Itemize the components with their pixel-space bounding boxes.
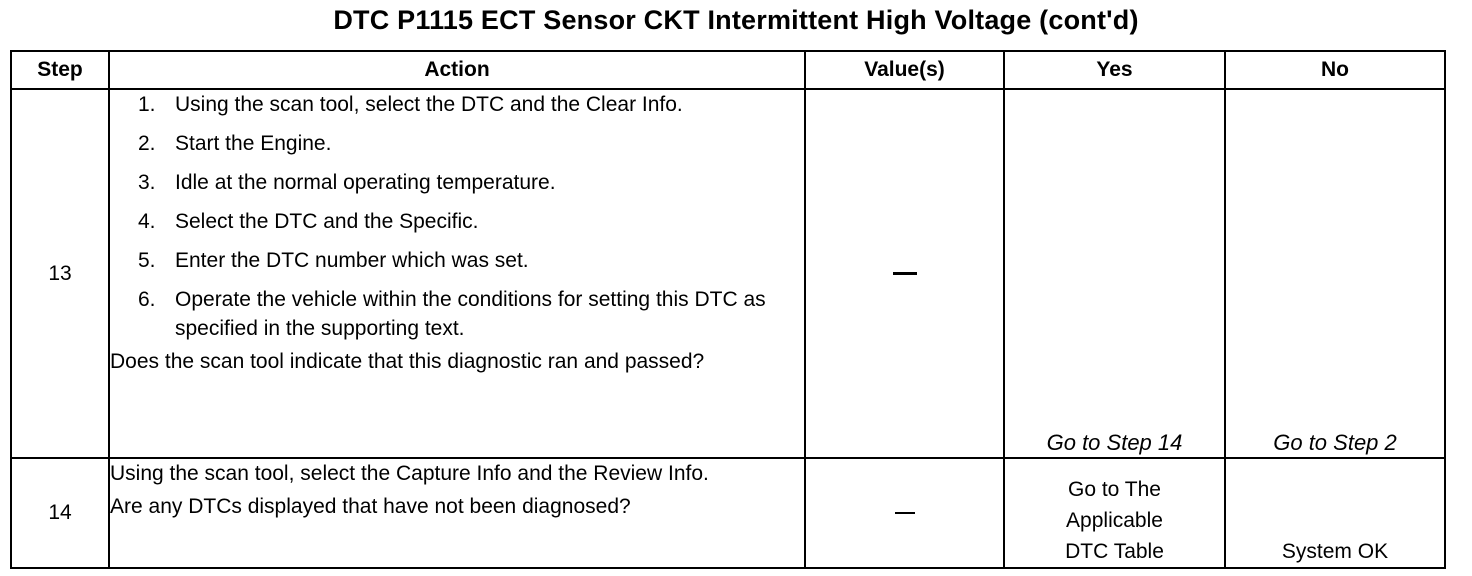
list-item [138, 168, 804, 197]
not-applicable-dash [893, 272, 917, 275]
diagnostic-table [10, 50, 1446, 569]
action-text: Using the scan tool, select the Capture Info and the Review Info. [110, 462, 709, 485]
yes-result-line: DTC Table [1065, 540, 1164, 563]
step-item-number: 3. [138, 171, 156, 194]
step-item-text: Enter the DTC number which was set. [175, 249, 529, 272]
table-header-row [11, 51, 1445, 89]
page-title: DTC P1115 ECT Sensor CKT Intermittent High Voltage (cont'd) [333, 5, 1139, 35]
no-result: System OK [1281, 540, 1389, 563]
step-item-text: Idle at the normal operating temperature. [175, 171, 556, 194]
step-item-text: Operate the vehicle within the conditions for setting this DTC as specified in the supporting text. [175, 288, 766, 340]
yes-cell [1004, 458, 1225, 568]
diagnostic-question: Does the scan tool indicate that this diagnostic ran and passed? [110, 350, 705, 373]
header-action: Action [109, 51, 805, 89]
action-cell [109, 89, 805, 458]
action-steps-list [110, 90, 804, 343]
list-item [138, 207, 804, 236]
list-item [138, 90, 804, 119]
list-item [138, 129, 804, 158]
value-cell [805, 89, 1004, 458]
header-no: No [1225, 51, 1445, 89]
step-item-number: 4. [138, 210, 156, 233]
yes-result-line: Applicable [1066, 509, 1163, 532]
list-item [138, 246, 804, 275]
action-cell [109, 458, 805, 568]
not-applicable-dash [895, 512, 915, 514]
no-result: Go to Step 2 [1273, 430, 1397, 455]
step-item-text: Using the scan tool, select the DTC and the Clear Info. [175, 93, 683, 116]
step-number: 14 [11, 458, 109, 568]
yes-cell [1004, 89, 1225, 458]
header-values: Value(s) [805, 51, 1004, 89]
step-item-text: Select the DTC and the Specific. [175, 210, 479, 233]
header-step: Step [11, 51, 109, 89]
value-cell [805, 458, 1004, 568]
step-item-number: 2. [138, 132, 156, 155]
step-item-number: 1. [138, 93, 156, 116]
step-item-text: Start the Engine. [175, 132, 332, 155]
list-item [138, 285, 804, 343]
no-cell [1225, 89, 1445, 458]
header-yes: Yes [1004, 51, 1225, 89]
table-row-step-13 [11, 89, 1445, 458]
yes-result: Go to Step 14 [1046, 430, 1183, 455]
step-item-number: 5. [138, 249, 156, 272]
table-row-step-14 [11, 458, 1445, 568]
yes-result-line: Go to The [1067, 478, 1161, 501]
diagnostic-question: Are any DTCs displayed that have not been diagnosed? [110, 495, 631, 518]
step-number: 13 [11, 89, 109, 458]
no-cell [1225, 458, 1445, 568]
step-item-number: 6. [138, 288, 156, 311]
